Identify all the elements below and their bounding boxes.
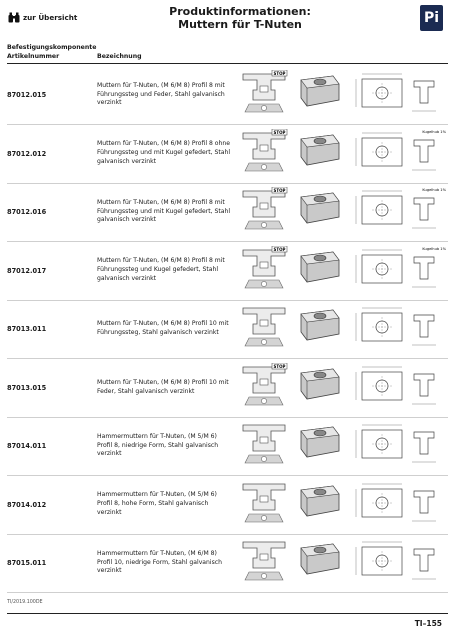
- product-row: [7, 300, 448, 359]
- column-description: Bezeichnung: [97, 53, 142, 60]
- svg-text:STOP: STOP: [273, 187, 286, 193]
- page-title: [150, 5, 330, 31]
- product-photo: [293, 129, 343, 175]
- technical-drawing: [342, 362, 448, 414]
- svg-text:Kugelhub 1%: Kugelhub 1%: [422, 129, 446, 134]
- product-row: [7, 359, 448, 418]
- product-description: Hammermuttern für T-Nuten, (M 5/M 6) Profil 8, niedrige Form, Stahl galvanisch verzinkt: [97, 432, 219, 458]
- product-row: [7, 417, 448, 476]
- back-label: zur Übersicht: [23, 13, 78, 22]
- footer-divider: [7, 613, 448, 614]
- product-description: Hammermuttern für T-Nuten, (M 5/M 6) Profil 8, hohe Form, Stahl galvanisch verzinkt: [97, 491, 217, 516]
- technical-drawing: [342, 128, 448, 180]
- svg-text:STOP: STOP: [273, 363, 286, 369]
- profile-image: [239, 187, 289, 233]
- article-number: 87014.011: [7, 442, 47, 450]
- svg-text:Kugelhub 1%: Kugelhub 1%: [422, 246, 446, 251]
- article-number: 87014.012: [7, 500, 47, 509]
- article-number: 87012.012: [7, 149, 47, 158]
- technical-drawing: [342, 245, 448, 297]
- technical-drawing: [342, 303, 448, 355]
- svg-text:STOP: STOP: [273, 129, 286, 135]
- svg-text:STOP: STOP: [273, 70, 286, 76]
- table-header: [7, 53, 448, 64]
- article-number: 87012.016: [7, 208, 47, 216]
- product-photo: [293, 187, 343, 233]
- document-code: TI/2019.100DE: [7, 600, 43, 605]
- profile-image: [239, 129, 289, 175]
- title-line-1: Produktinformationen:: [169, 5, 311, 18]
- section-title: Befestigungskomponente: [7, 44, 97, 51]
- title-line-2: Muttern für T-Nuten: [178, 18, 302, 32]
- product-photo: [293, 421, 343, 467]
- product-row: [7, 66, 448, 125]
- profile-image: [239, 363, 289, 409]
- binoculars-icon: [8, 12, 20, 23]
- article-number: 87015.011: [7, 559, 47, 567]
- profile-image: [239, 246, 289, 292]
- profile-image: [239, 70, 289, 116]
- article-number: 87013.011: [7, 325, 47, 333]
- product-photo: [293, 363, 343, 409]
- product-row: [7, 125, 448, 184]
- article-number: 87013.015: [7, 383, 47, 392]
- svg-text:Kugelhub 1%: Kugelhub 1%: [422, 188, 446, 192]
- technical-drawing: [342, 420, 448, 472]
- product-photo: [293, 480, 343, 526]
- technical-drawing: [342, 69, 448, 121]
- product-photo: [293, 246, 343, 292]
- profile-image: [239, 304, 289, 350]
- profile-image: [239, 480, 289, 526]
- product-description: Muttern für T-Nuten, (M 6/M 8) Profil 8 mit Führungssteg und Feder, Stahl galvanisch verzinkt: [97, 81, 225, 107]
- profile-image: [239, 421, 289, 467]
- back-to-overview-link[interactable]: [8, 12, 77, 23]
- product-row: [7, 183, 448, 242]
- pi-logo: Pi: [420, 5, 443, 31]
- profile-image: [239, 538, 289, 584]
- technical-drawing: [342, 537, 448, 589]
- product-description: Muttern für T-Nuten, (M 6/M 8) Profil 8 mit Führungssteg und Kugel gefedert, Stahl galvanisch verzinkt: [97, 257, 225, 282]
- product-photo: [293, 538, 343, 584]
- product-row: [7, 242, 448, 301]
- product-description: Muttern für T-Nuten, (M 6/M 8) Profil 10 mit Feder, Stahl galvanisch verzinkt: [97, 378, 229, 395]
- product-description: Muttern für T-Nuten, (M 6/M 8) Profil 8 ohne Führungssteg und mit Kugel gefedert, Stahl galvanisch verzinkt: [97, 140, 231, 165]
- technical-drawing: [342, 479, 448, 531]
- technical-drawing: [342, 186, 448, 238]
- column-article: Artikelnummer: [7, 53, 60, 60]
- article-number: 87012.015: [7, 91, 47, 99]
- article-number: 87012.017: [7, 266, 47, 275]
- page-number: TI–155: [414, 619, 442, 628]
- product-photo: [293, 304, 343, 350]
- page-header: [0, 0, 452, 40]
- product-description: Muttern für T-Nuten, (M 6/M 8) Profil 8 mit Führungssteg und mit Kugel gefedert, Stahl galvanisch verzinkt: [97, 198, 231, 224]
- product-row: [7, 534, 448, 593]
- product-row: [7, 476, 448, 535]
- svg-text:STOP: STOP: [273, 246, 286, 252]
- product-description: Muttern für T-Nuten, (M 6/M 8) Profil 10 mit Führungssteg, Stahl galvanisch verzinkt: [97, 320, 229, 336]
- product-description: Hammermuttern für T-Nuten, (M 6/M 8) Profil 10, niedrige Form, Stahl galvanisch verzinkt: [97, 549, 222, 575]
- product-photo: [293, 70, 343, 116]
